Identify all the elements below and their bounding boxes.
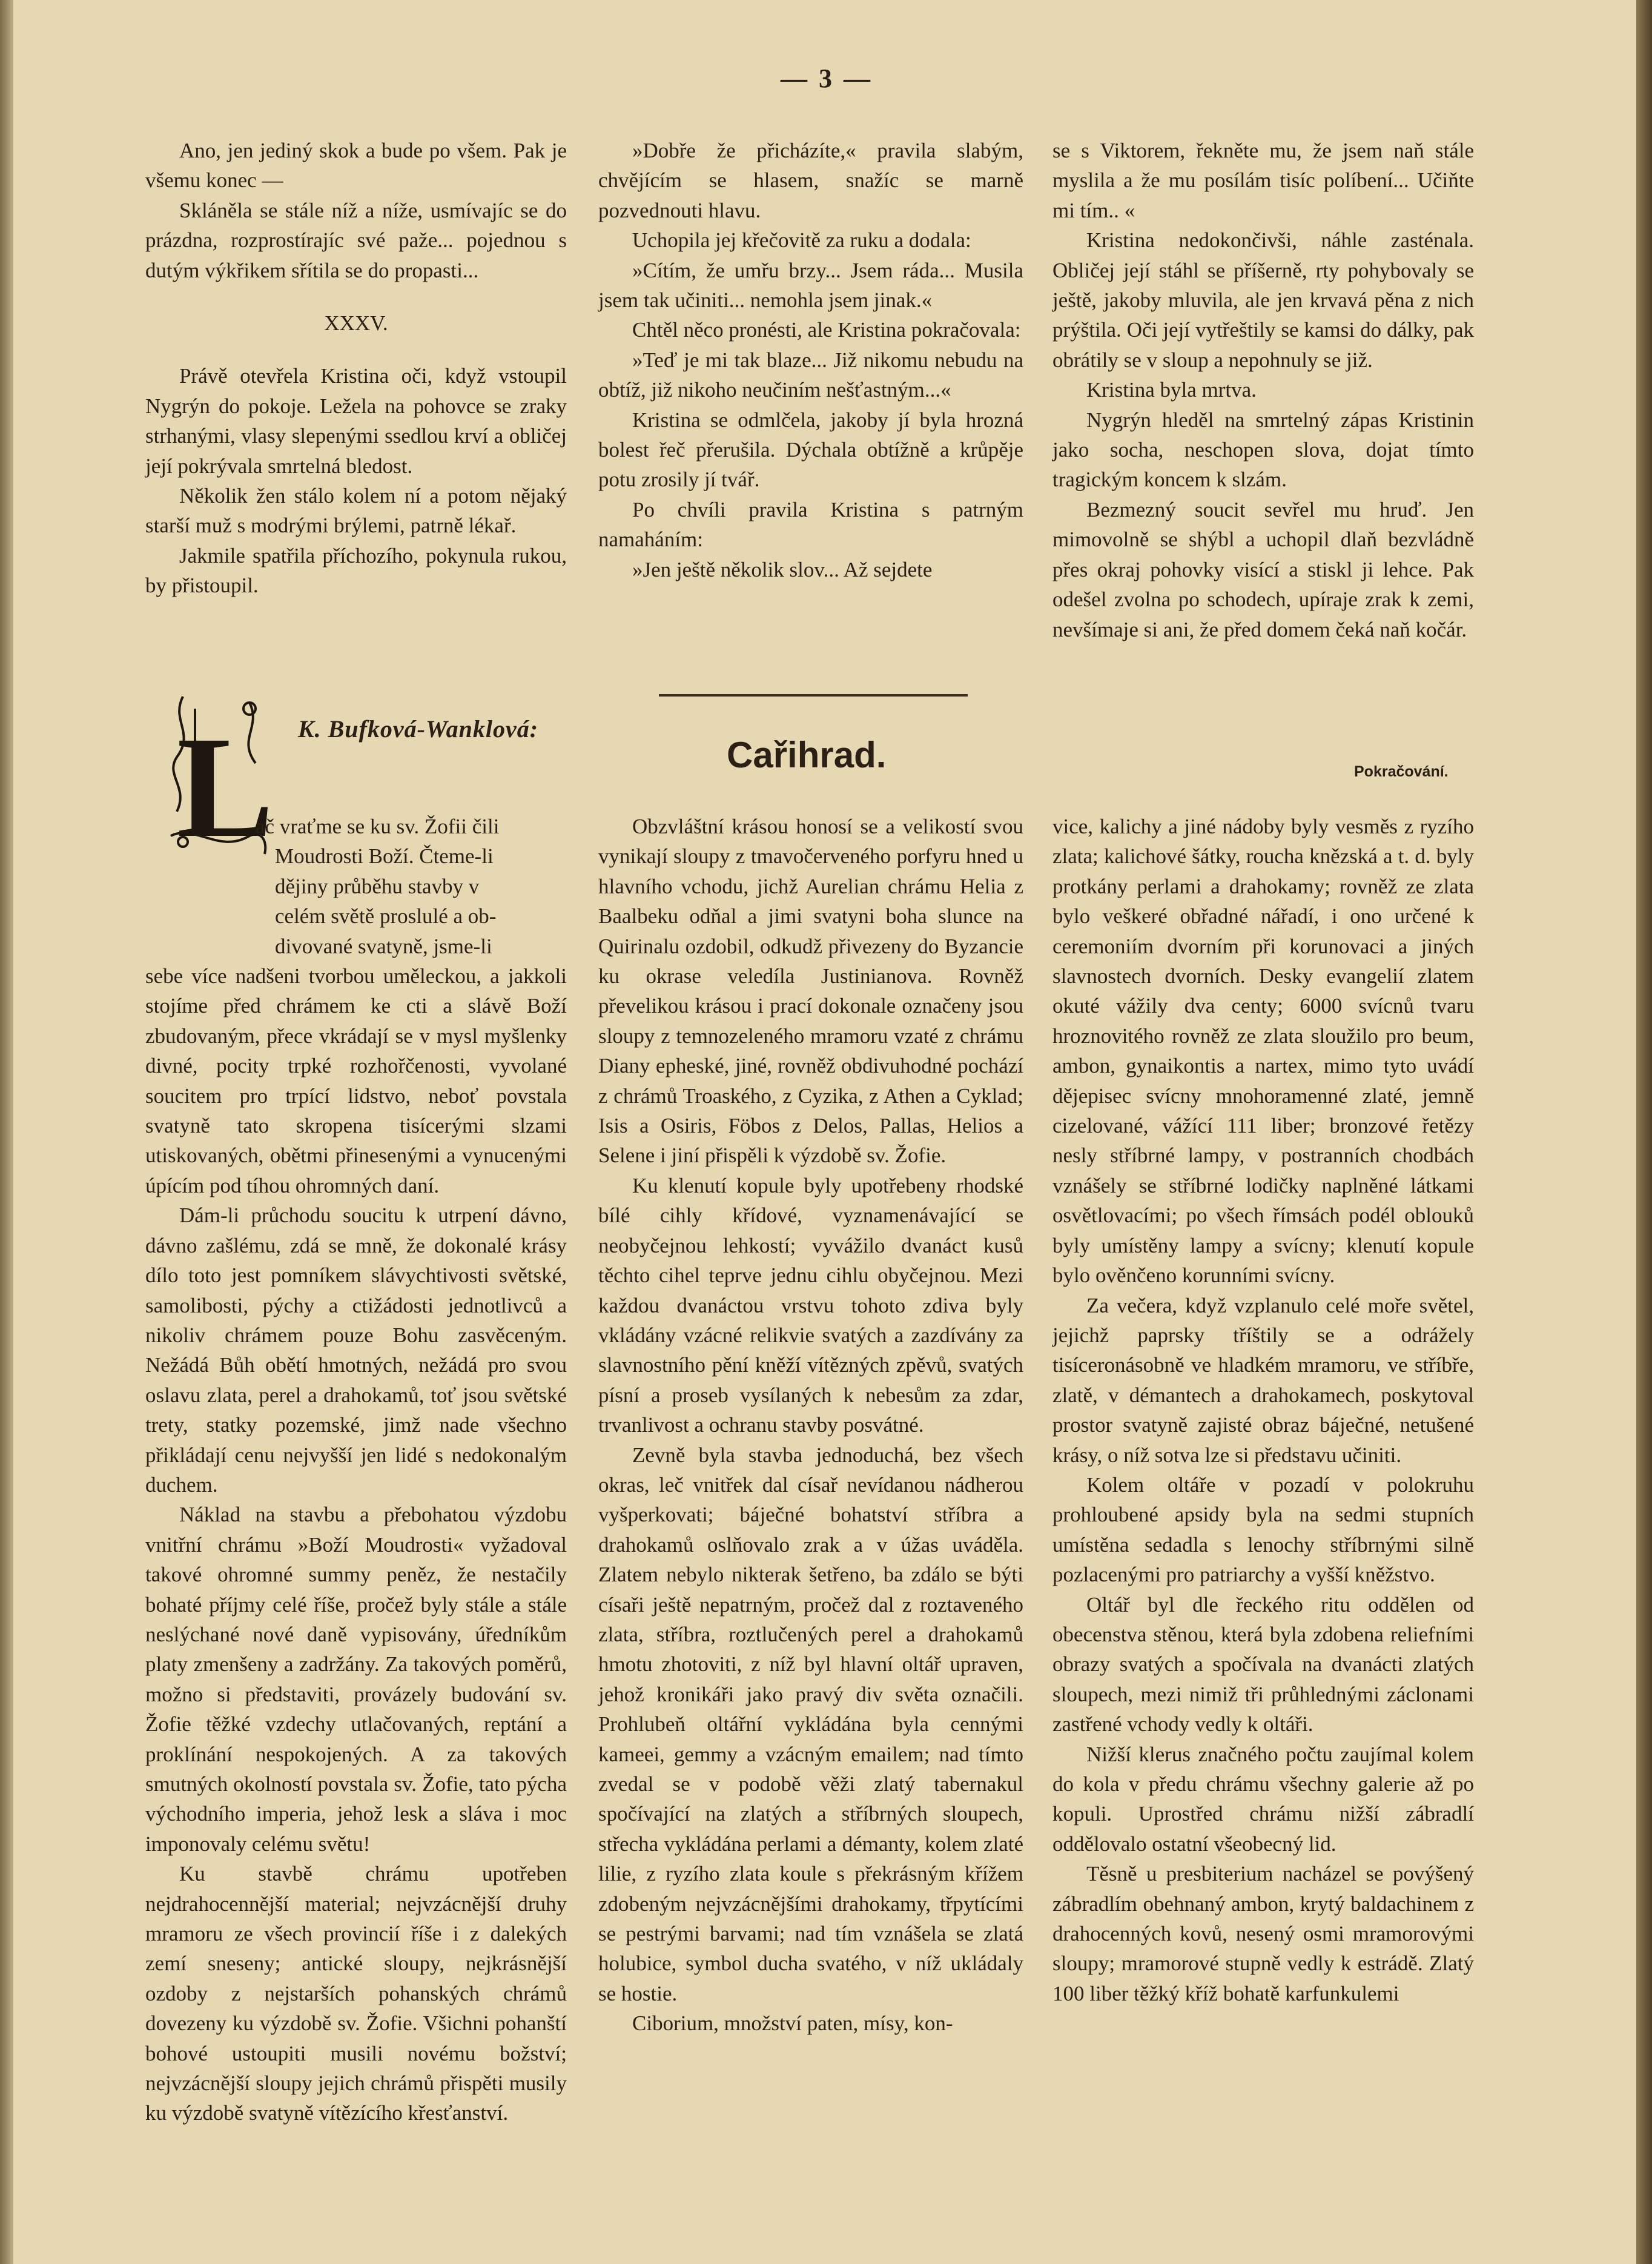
paragraph: Chtěl něco pronésti, ale Kristina pokračovala: — [632, 318, 1021, 342]
paragraph: Za večera, když vzplanulo celé moře světel, jejichž paprsky tříštily se a odrážely tisíceronásobně ve hladkém mramoru, ve stříbře, zlatě, v démantech a drahokamech, poskytoval prostor svatyně zajisté obraz báječné, netušené krásy, o níž sotva lze si představu učiniti. — [1052, 1293, 1474, 1467]
page-number: — 3 — — [781, 64, 873, 93]
paragraph: se s Viktorem, řekněte mu, že jsem naň stále myslila a že mu posílám tisíc políbení... Učiňte mi tím.. « — [1052, 139, 1474, 222]
paragraph: Uchopila jej křečovitě za ruku a dodala: — [632, 228, 971, 253]
paragraph: Jakmile spatřila příchozího, pokynula rukou, by přistoupil. — [145, 543, 567, 598]
paragraph: »Teď je mi tak blaze... Již nikomu nebudu na obtíž, již nikoho neučiním nešťastným...« — [598, 348, 1023, 402]
paragraph: »Jen ještě několik slov... Až sejdete — [632, 557, 933, 581]
page-edge — [1636, 0, 1652, 2264]
paragraph: Obzvláštní krásou honosí se a velikostí svou vynikají sloupy z tmavočerveného porfyru hned u hlavního vchodu, jichž Aurelian chrámu Helia z Baalbeku odňal a jimi svatyni boha slunce na Quirinalu ozdobil, odkudž přivezeny do Byzancie ku okrase veledíla Justinianova. Rovněž převelikou krásou i prací dokonale označeny jsou sloupy z temnozeleného mramoru vzaté z chrámu Diany epheské, jiné, rovněž obdivuhodné pochází z chrámů Troaského, z Cyzika, z Athen a Cyklad; Isis a Osiris, Föbos z Delos, Pallas, Helios a Selene i jiní přispěli k výzdobě sv. Žofie. — [598, 815, 1023, 1168]
text-line: Moudrosti Boží. Čteme-li — [275, 844, 494, 869]
paragraph: Ano, jen jediný skok a bude po všem. Pak je všemu konec — — [145, 139, 567, 193]
paragraph: Zevně byla stavba jednoduchá, bez všech okras, leč vnitřek dal císař nevídanou nádherou vyšperkovati; báječné bohatství stříbra a drahokamů oslňovalo zrak a v úžas uváděla. Zlatem nebylo nikterak šetřeno, ba zdálo se býti císaři ještě nepatrným, pročež dal z roztaveného zlata, stříbra, roztlučených perel a drahokamů hmotu zhotoviti, z níž byl hlavní oltář upraven, jehož kronikáři jako pravý div světa označili. Prohlubeň oltářní vykládána byla cennými kameei, gemmy a vzácným emailem; nad tímto zvedal se v podobě věži zlatý tabernakul spočívající na zlatých a stříbrných sloupech, střecha vykládána perlami a démanty, kolem zlaté lilie, z ryzího zlata koule s překrásným křížem zdobeným nejvzácnějšími drahokamy, třpytícími se pestrými barvami; nad tím vznášela se zlatá holubice, symbol ducha svatého, v níž ukládaly se hostie. — [598, 1443, 1023, 2005]
story-column-2 — [598, 136, 1023, 584]
paragraph: Těsně u presbiterium nacházel se povýšený zábradlím obehnaný ambon, krytý baldachinem z drahocenných kovů, nesený osmi mramorovými sloupy; mramorové stupně vedly k estrádě. Zlatý 100 liber těžký kříž bohatě karfunkulemi — [1052, 1862, 1474, 2005]
text-line: divované svatyně, jsme-li — [275, 934, 492, 958]
article-column-3 — [1052, 812, 1474, 2008]
story-column-3 — [1052, 136, 1474, 644]
paragraph: Nižší klerus značného počtu zaujímal kolem do kola v předu chrámu všechny galerie až po kopuli. Uprostřed chrámu nižší zábradlí oddělovalo ostatní všeobecný lid. — [1052, 1742, 1474, 1856]
paragraph: Nygrýn hleděl na smrtelný zápas Kristinin jako socha, neschopen slova, dojat tímto tragickým koncem k slzám. — [1052, 408, 1474, 492]
section-divider — [659, 694, 968, 697]
paragraph: Oltář byl dle řeckého ritu oddělen od obecenstva stěnou, která byla zdobena reliefními obrazy svatých a spočívala na dvanácti zlatých sloupech, mezi nimiž tři průhlednými záclonami zastřené vchody vedly k oltáři. — [1052, 1592, 1474, 1736]
paragraph: sebe více nadšeni tvorbou uměleckou, a jakkoli stojíme před chrámem ke cti a slávě Boží zbudovaným, přece vkrádají se v mysl myšlenky divné, pocity trpké rozhořčenosti, vyvolané soucitem pro trpící lidstvo, neboť povstala svatyně tato skropena tisícerými slzami utiskovaných, obětmi přinesenými a vynucenými úpícím pod tíhou ohromných daní. — [145, 964, 567, 1197]
paragraph: Kristina se odmlčela, jakoby jí byla hrozná bolest řeč přerušila. Dýchala obtížně a krůpěje potu zrosily jí tvář. — [598, 408, 1023, 492]
paragraph: Skláněla se stále níž a níže, usmívajíc se do prázdna, rozprostírajíc své paže... pojednou s dutým výkřikem sřítila se do propasti... — [145, 198, 567, 282]
text-line: celém světě proslulé a ob- — [275, 904, 497, 928]
paragraph: Právě otevřela Kristina oči, když vstoupil Nygrýn do pokoje. Ležela na pohovce se zraky strhanými, vlasy slepenými ssedlou krví a obličej její pokrývala smrtelná bledost. — [145, 364, 567, 478]
paragraph: Ku klenutí kopule byly upotřebeny rhodské bílé cihly křídové, vyznamenávající se neobyčejnou lehkostí; vyvážilo dvanáct kusů těchto cihel teprve jednu cihlu obyčejnou. Mezi každou dvanáctou vrstvu tohoto zdiva byly vkládány vzácné relikvie svatých a zazdívány za slavnostního pění kněží vítězných zpěvů, svatých písní a proseb vysílaných k nebesům za zdar, trvanlivost a ochranu stavby posvátné. — [598, 1173, 1023, 1437]
article-column-2 — [598, 812, 1023, 2039]
paragraph: Ku stavbě chrámu upotřeben nejdrahocennější material; nejvzácnější druhy mramoru ze všech provincií říše i z dalekých zemí sneseny; antické sloupy, nejkrásnější ozdoby z nejstarších pohanských chrámů dovezeny ku výzdobě sv. Žofie. Všichni pohanští bohové ustoupiti musili novému božství; nejvzácnější sloupy jejich chrámů přispěti musily ku výzdobě svatyně vítězícího křesťanství. — [145, 1862, 567, 2125]
paragraph: Kolem oltáře v pozadí v polokruhu prohloubené apsidy byla na sedmi stupních umístěna sedadla s lenochy stříbrnými silně pozlacenými pro patriarchy a vyšší kněžstvo. — [1052, 1472, 1474, 1587]
paragraph: Ciborium, množství paten, mísy, kon- — [632, 2011, 953, 2036]
paragraph: Náklad na stavbu a přebohatou výzdobu vnitřní chrámu »Boží Moudrosti« vyžadoval takové ohromné summy peněz, že nestačily bohaté příjmy celé říše, pročež byly stále a stále neslýchané nové daně vypisovány, úředníkům platy zmenšeny a zadržány. Za takových poměrů, možno si představiti, provázely budování sv. Žofie těžké vzdechy utlačovaných, reptání a proklínání nespokojených. A za takových smutných okolností povstala sv. Žofie, tato pýcha východního imperia, jehož lesk a sláva i moc imponovaly celému světu! — [145, 1503, 567, 1856]
paragraph: Několik žen stálo kolem ní a potom nějaký starší muž s modrými brýlemi, patrně lékař. — [145, 484, 567, 538]
binding-spine — [0, 0, 13, 2264]
paragraph: Kristina nedokončivši, náhle zasténala. Obličej její stáhl se příšerně, rty pohybovaly se ještě, jakoby mluvila, ale jen krvavá pěna z nich prýštila. Oči její vytřeštily se kamsi do dálky, pak obrátily se v sloup a nepohnuly se již. — [1052, 228, 1474, 372]
story-column-1 — [145, 136, 567, 601]
article-column-1 — [145, 812, 567, 2128]
paragraph: Po chvíli pravila Kristina s patrným namaháním: — [598, 497, 1023, 552]
paragraph: Bezmezný soucit sevřel mu hruď. Jen mimovolně se shýbl a uchopil dlaň bezvládně přes okraj pohovky visící a stiskl ji lehce. Pak odešel zvolna po schodech, upíraje zrak k zemi, nevšímaje si ani, že před domem čeká naň kočár. — [1052, 497, 1474, 641]
paragraph: »Cítím, že umřu brzy... Jsem ráda... Musila jsem tak učiniti... nemohla jsem jinak.« — [598, 258, 1023, 313]
article-author: K. Bufková-Wanklová: — [298, 715, 539, 743]
article-title: Cařihrad. — [727, 735, 887, 775]
drop-cap-lines — [145, 812, 567, 961]
drop-cap-letter: L — [177, 706, 274, 866]
paragraph: Dám-li průchodu soucitu k utrpení dávno, dávno zašlému, zdá se mně, že dokonalé krásy dílo toto jest pomníkem slávychtivosti světské, samolibosti, pýchy a ctižádosti jednotlivců a nikoliv chrámem pouze Bohu zasvěceným. Nežádá Bůh obětí hmotných, nežádá pro svou oslavu zlata, perel a drahokamů, toť jsou světské trety, statky pozemské, jimž nade všechno přikládají cenu nejvyšší jen lidé s nedokonalým duchem. — [145, 1203, 567, 1497]
paragraph: vice, kalichy a jiné nádoby byly vesměs z ryzího zlata; kalichové šátky, roucha knězská a t. d. byly protkány perlami a drahokamy; rovněž ze zlata bylo veškeré obřadné nářadí, i ono určené k ceremoniím dvorním při korunovaci a jiných slavnostech dvorních. Desky evangelií zlatem okuté vážily dva centy; 6000 svícnů tvaru hroznovitého rovněž ze zlata sloužilo pro beum, ambon, gynaikontis a nartex, mimo tyto uvádí dějepisec svícny mnohoramenné zlaté, jemně cizelované, vážící 111 liber; bronzové řetězy nesly stříbrné lampy, v postranních chodbách vznášely se stříbrné lodičky naplněné látkami osvětlovacími; po všech římsách podél oblouků byly umístěny lampy a svícny; klenutí kopule bylo ověnčeno korunními svícny. — [1052, 815, 1474, 1288]
paragraph: »Dobře že přicházíte,« pravila slabým, chvějícím se hlasem, snažíc se marně pozvednouti hlavu. — [598, 139, 1023, 222]
chapter-heading: XXXV. — [324, 311, 388, 336]
continued-label: Pokračování. — [1354, 763, 1449, 780]
text-line: dějiny průběhu stavby v — [275, 874, 480, 898]
paragraph: Kristina byla mrtva. — [1086, 378, 1257, 402]
text-line: ač vraťme se ku sv. Žofii čili — [256, 815, 500, 838]
